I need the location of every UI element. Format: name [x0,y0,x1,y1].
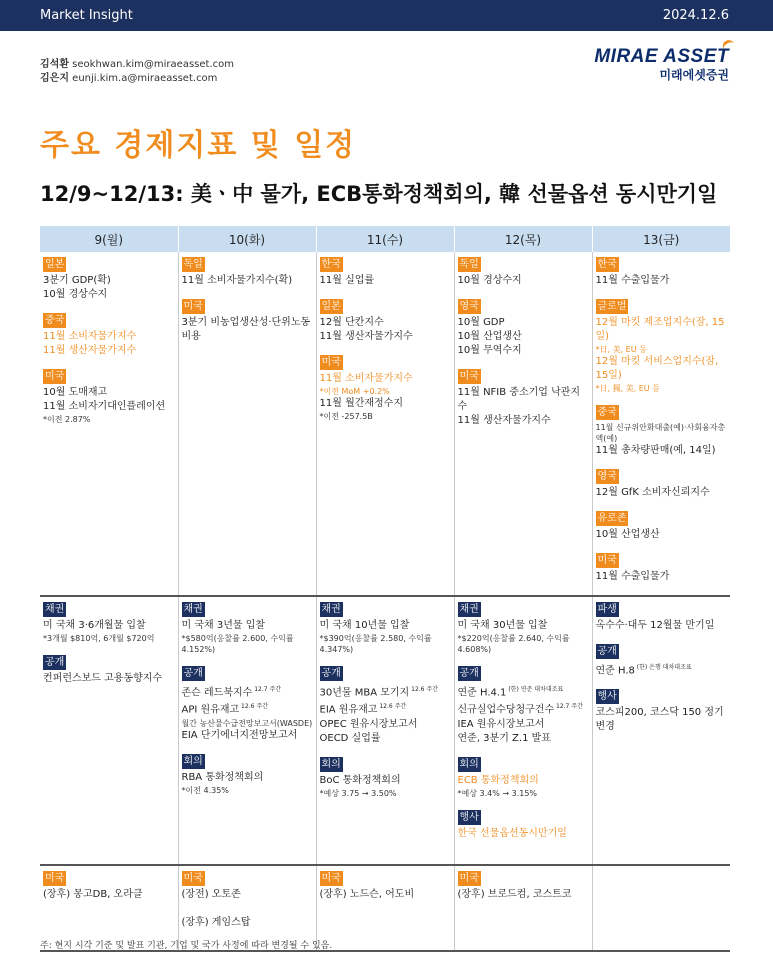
category-tag: 일본 [321,301,341,312]
schedule-item: 12월 마킷 서비스업지수(잠, 15일) [595,356,719,381]
schedule-section [320,257,451,288]
schedule-item: (장전) 오토존 [181,889,241,900]
footnote: 주: 현지 시각 기준 및 발표 기관, 기업 및 국가 사정에 따라 변경될 수 있음. [40,941,333,951]
day-header: 10(화) [178,226,316,252]
schedule-item: 12월 마킷 제조업지수(잠, 15일) [595,317,725,342]
item-superscript: (한) 은행 대차대조표 [634,664,692,671]
item-note: *이전 -257.5B [319,412,373,421]
category-tag: 채권 [45,604,65,615]
schedule-section [458,810,589,841]
item-note: *日, 美, EU 등 [595,345,647,354]
schedule-item: 10월 무역수지 [457,345,522,356]
schedule-section [43,257,175,302]
day-cell [178,252,316,596]
schedule-item: API 원유재고 $^{12.6 주간}$ [181,703,268,716]
item-note: *이전 4.35% [181,785,229,795]
category-tag: 행사 [459,811,479,823]
category-tag: 미국 [183,301,203,312]
schedule-item: 30년물 MBA 모기지 $^{12.6 주간}$ [319,686,438,699]
item-superscript: 12.6 주간 [239,703,268,711]
category-tag: 일본 [45,259,65,270]
category-tag: 중국 [45,315,65,326]
page-title: 주요 경제지표 및 일정 [40,128,357,163]
category-tag: 미국 [597,555,617,566]
schedule-item: 10월 경상수지 [457,275,522,286]
schedule-section [320,666,451,746]
schedule-item: 11월 생산자물가지수 [457,415,551,426]
company-logo [594,46,729,83]
schedule-item: 11월 실업률 [319,275,375,286]
schedule-section [43,655,175,686]
schedule-section [182,666,313,743]
day-cell [316,865,454,951]
authors [40,58,234,86]
category-tag: 미국 [459,873,479,884]
item-superscript: 12.7 주간 [554,703,583,711]
item-note: *예상 3.4% → 3.15% [457,788,538,798]
category-tag: 독일 [183,259,203,270]
schedule-item: ECB 통화정책회의 [457,774,539,786]
item-superscript: 12.7 주간 [252,686,282,693]
schedule-item: 10월 산업생산 [595,529,660,540]
day-header: 11(수) [316,226,454,252]
schedule-item: EIA 원유재고 $^{12.6 주간}$ [319,703,407,716]
schedule-item: 연준, 3분기 Z.1 발표 [457,732,551,744]
category-tag: 채권 [459,604,479,615]
logo-text-en: MIRAE ASSET [594,46,729,67]
schedule-item: 11월 소비자물가지수(확) [181,275,293,286]
page-subtitle: 12/9~12/13: 美ㆍ中 물가, ECB통화정책회의, 韓 선물옵션 동시만기일 [40,182,718,206]
day-cell [592,252,730,596]
schedule-section [458,757,589,799]
schedule-item: 11월 소비자물가지수 [43,331,137,342]
day-header: 9(월) [40,226,178,252]
category-tag: 공개 [321,668,341,679]
schedule-item: 12월 단칸지수 [319,317,384,328]
schedule-section [182,299,313,344]
item-note: 월간 농산물수급전망보고서(WASDE) [181,718,313,728]
category-tag: 미국 [321,357,341,368]
category-tag: 채권 [321,604,341,615]
schedule-item: 미 국채 3·6개월물 입찰 [43,620,146,631]
schedule-section [596,602,728,633]
day-cell [454,252,592,596]
category-tag: 공개 [597,646,617,657]
schedule-item: (장후) 노드슨, 어도비 [319,889,415,900]
author-email[interactable]: eunji.kim.a@miraeasset.com [72,73,218,84]
schedule-item: 10월 경상수지 [43,289,108,300]
schedule-item: 코스피200, 코스닥 150 정기변경 [595,707,724,733]
category-tag: 공개 [45,657,65,668]
schedule-item: 12월 GfK 소비자신뢰지수 [595,487,710,498]
schedule-section [43,602,175,644]
schedule-section [182,257,313,288]
item-note: *이전 MoM +0.2% [319,387,390,396]
schedule-section [320,757,451,799]
schedule-section [43,369,175,425]
item-note: 11월 신규위안화대출(예)·사회융자총액(예) [595,423,726,443]
economic-indicators-row [40,252,730,596]
category-tag: 회의 [321,758,341,770]
schedule-item: 존슨 레드북지수 $^{12.7 주간}$ [181,686,282,699]
schedule-section [43,313,175,358]
item-note: *$580억(응찰률 2.600, 수익률 4.152%) [181,634,294,654]
day-cell [316,596,454,865]
schedule-section [458,602,589,655]
schedule-section [458,257,589,288]
schedule-section [182,602,313,655]
logo-text-kr: 미래에셋증권 [659,68,729,82]
schedule-section [43,871,175,902]
category-tag: 한국 [321,259,341,270]
schedule-item: 10월 GDP [457,317,505,328]
schedule-item: 옥수수·대두 12월물 만기일 [595,620,715,631]
author-1: 김석환 seokhwan.kim@miraeasset.com [40,59,234,70]
day-cell [454,865,592,951]
author-2: 김은지 eunji.kim.a@miraeasset.com [40,73,218,84]
category-tag: 미국 [321,873,341,884]
day-cell [40,252,178,596]
schedule-item: 10월 도매재고 [43,387,108,398]
schedule-item: 연준 H.8 $^{(한) 은행 대차대조표}$ [595,664,692,677]
item-superscript: 12.6 주간 [377,703,407,711]
section-label: Market Insight [40,8,133,23]
top-bar [0,0,773,31]
schedule-section [320,299,451,344]
schedule-item: RBA 통화정책회의 [181,771,264,783]
schedule-item: 미 국채 3년물 입찰 [181,620,266,631]
schedule-item: 3분기 비농업생산성·단위노동비용 [181,317,311,342]
schedule-section [596,405,728,458]
schedule-item: 신규실업수당청구건수 $^{12.7 주간}$ [457,703,583,716]
item-superscript: (한) 연준 대차대조표 [506,686,564,693]
category-tag: 중국 [597,407,617,418]
schedule-item: 미 국채 10년물 입찰 [319,620,410,631]
category-tag: 영국 [597,471,617,482]
schedule-section [596,553,728,584]
day-cell [592,596,730,865]
schedule-item: 11월 수출입물가 [595,275,670,286]
schedule-item: 10월 산업생산 [457,331,522,342]
author-email[interactable]: seokhwan.kim@miraeasset.com [72,59,234,70]
day-header-row [40,226,730,252]
category-tag: 파생 [597,604,617,615]
schedule-item: (장후) 몽고DB, 오라클 [43,889,143,900]
schedule-section [320,871,451,902]
category-tag: 미국 [45,873,65,884]
schedule-item: 11월 수출입물가 [595,571,670,582]
schedule-section [320,602,451,655]
schedule-item: 11월 소비자기대인플레이션 [43,401,166,412]
schedule-item: EIA 단기에너지전망보고서 [181,729,298,741]
schedule-item: BoC 통화정책회의 [319,774,401,786]
category-tag: 독일 [459,259,479,270]
category-tag: 회의 [459,758,479,770]
item-superscript: 12.6 주간 [409,686,438,693]
schedule-item: 미 국채 30년물 입찰 [457,620,548,631]
schedule-item: IEA 원유시장보고서 [457,718,545,730]
category-tag: 미국 [459,371,479,382]
schedule-item: 11월 소비자물가지수 [319,373,413,384]
day-header: 13(금) [592,226,730,252]
schedule-section [596,689,728,734]
day-cell [592,865,730,951]
schedule-item: 11월 총차량판매(예, 14일) [595,445,716,456]
day-cell [316,252,454,596]
schedule-item: 컨퍼런스보드 고용동향지수 [43,673,163,684]
schedule-item: 11월 월간재정수지 [319,398,404,409]
item-note: *$220억(응찰률 2.640, 수익률 4.608%) [457,634,570,654]
schedule-item: 한국 선물옵션동시만기일 [457,827,567,839]
category-tag: 미국 [45,371,65,382]
schedule-section [596,469,728,500]
category-tag: 한국 [597,259,617,270]
schedule-item: (장후) 브로드컴, 코스트코 [457,889,572,900]
schedule-item: 연준 H.4.1 $^{(한) 연준 대차대조표}$ [457,686,564,699]
category-tag: 공개 [183,668,203,679]
day-header: 12(목) [454,226,592,252]
category-tag: 영국 [459,301,479,312]
schedule-section [458,369,589,428]
schedule-section [596,644,728,678]
report-date: 2024.12.6 [662,8,729,23]
schedule-section [458,871,589,902]
schedule-item: OPEC 원유시장보고서 [319,718,418,730]
schedule-section [458,666,589,746]
schedule-section [458,299,589,358]
events-row [40,596,730,865]
category-tag: 유로존 [597,513,627,524]
schedule-item: OECD 실업률 [319,732,381,744]
category-tag: 행사 [597,691,617,703]
schedule-section [182,871,313,930]
item-note: *$390억(응찰률 2.580, 수익률 4.347%) [319,634,432,654]
item-note: *이전 2.87% [43,415,91,424]
schedule-section [320,355,451,422]
schedule-item: 3분기 GDP(확) [43,275,111,286]
item-note: *예상 3.75 → 3.50% [319,788,397,798]
schedule-section [596,511,728,542]
category-tag: 회의 [183,755,203,767]
schedule-section [596,257,728,288]
schedule-item: 11월 생산자물가지수 [319,331,413,342]
day-cell [178,596,316,865]
schedule-item: 11월 생산자물가지수 [43,345,137,356]
schedule-section [596,299,728,394]
schedule-item: (장후) 게임스탑 [181,917,251,928]
day-cell [40,596,178,865]
schedule-table [40,226,730,952]
schedule-section [182,754,313,796]
category-tag: 채권 [183,604,203,615]
schedule-item [182,902,313,916]
item-note: *3개월 $810억, 6개월 $720억 [43,634,155,643]
item-note: *日, 獨, 美, EU 등 [595,384,660,393]
day-cell [454,596,592,865]
category-tag: 공개 [459,668,479,679]
schedule-item: 11월 NFIB 중소기업 낙관지수 [457,387,581,412]
category-tag: 글로벌 [597,301,627,312]
category-tag: 미국 [183,873,203,884]
